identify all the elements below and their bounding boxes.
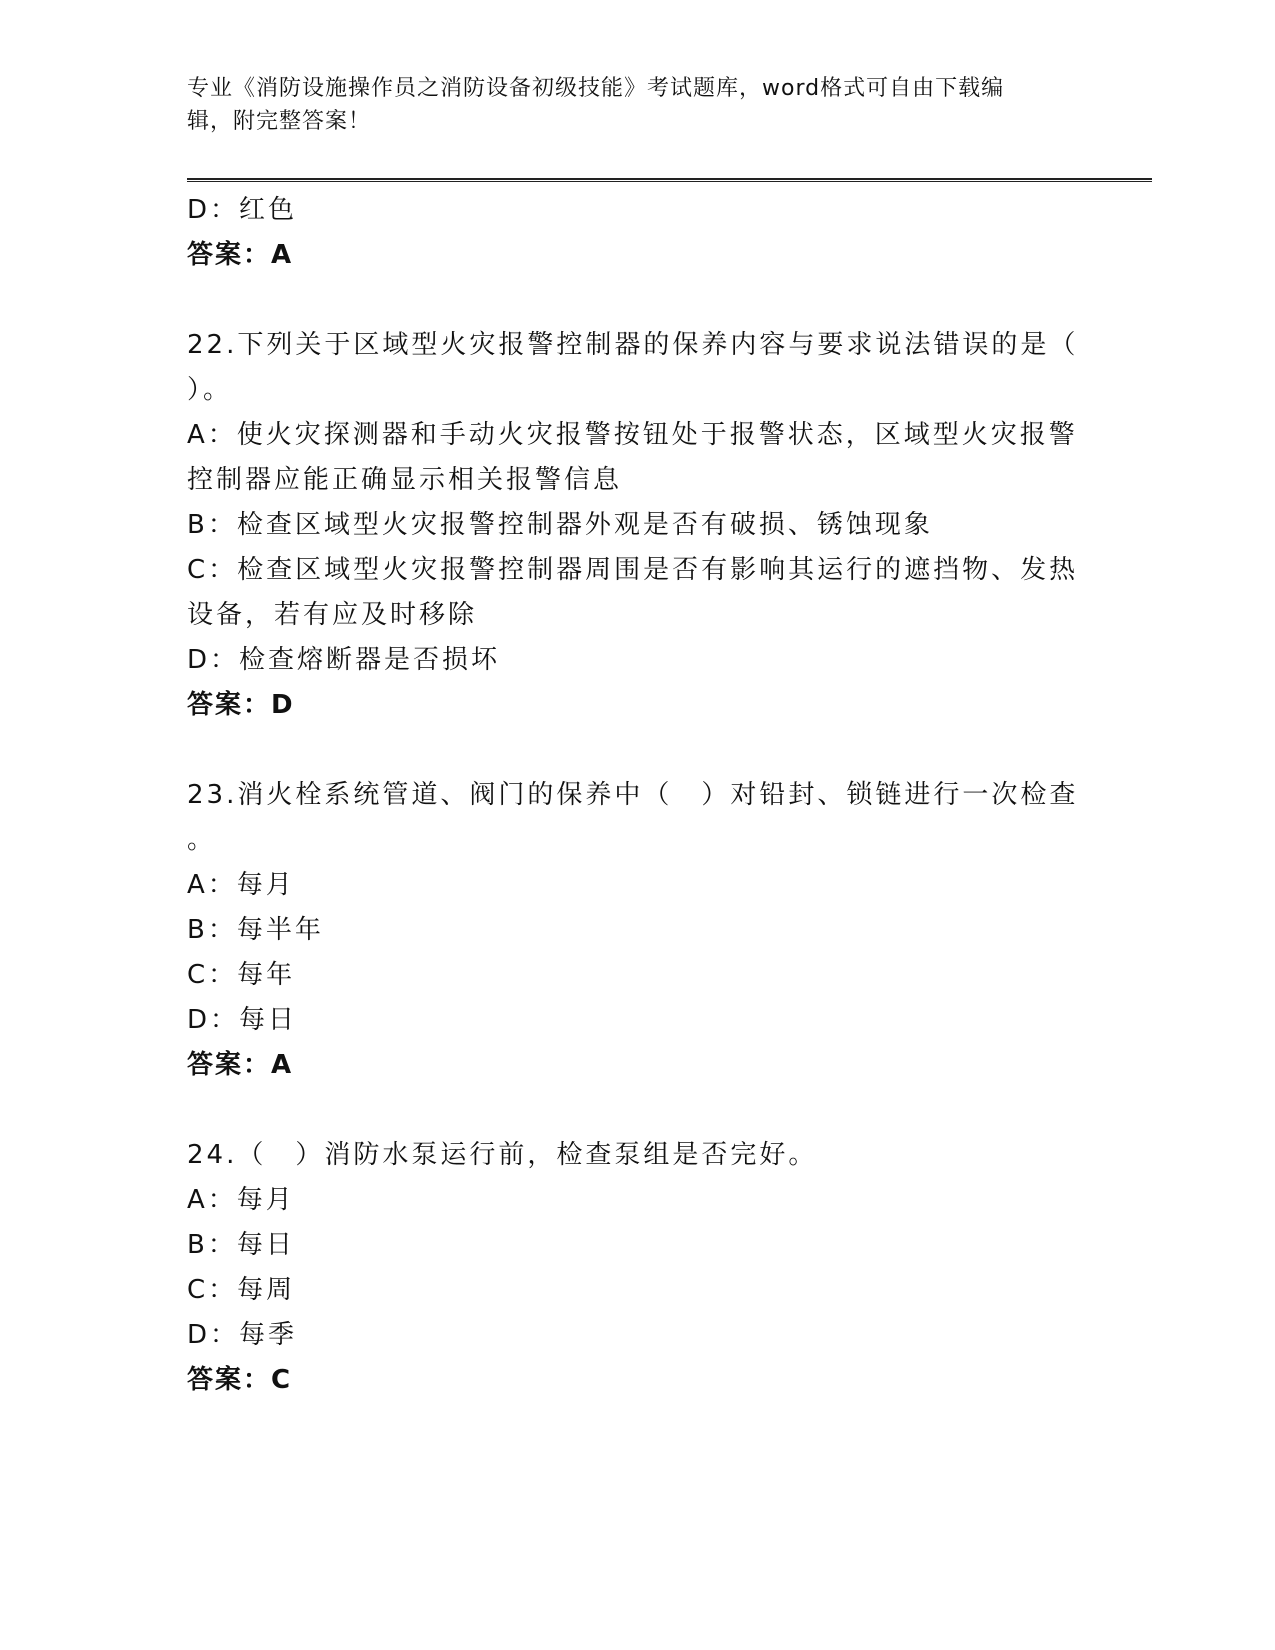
header-divider <box>187 178 1152 182</box>
question-24 <box>187 1133 1087 1403</box>
q22-option-b: B：检查区域型火灾报警控制器外观是否有破损、锈蚀现象 <box>187 510 933 540</box>
spacer <box>187 278 1087 323</box>
q22-option-a-line-2: 控制器应能正确显示相关报警信息 <box>187 465 623 495</box>
spacer <box>187 1088 1087 1133</box>
prev-option-d: D：红色 <box>187 195 298 225</box>
header-line-1: 专业《消防设施操作员之消防设备初级技能》考试题库，word格式可自由下载编 <box>187 76 1005 101</box>
q22-stem-line-1: 22.下列关于区域型火灾报警控制器的保养内容与要求说法错误的是（ <box>187 330 1079 360</box>
header-line-2: 辑，附完整答案！ <box>187 109 372 134</box>
spacer <box>187 728 1087 773</box>
question-23 <box>187 773 1087 1088</box>
question-22 <box>187 323 1087 728</box>
q22-option-a-line-1: A：使火灾探测器和手动火灾报警按钮处于报警状态，区域型火灾报警 <box>187 420 1078 450</box>
q24-option-b: B：每日 <box>187 1230 295 1260</box>
q22-stem-line-2: ）。 <box>187 375 233 405</box>
q23-option-a: A：每月 <box>187 870 295 900</box>
q23-option-d: D：每日 <box>187 1005 298 1035</box>
q24-option-d: D：每季 <box>187 1320 298 1350</box>
q23-option-b: B：每半年 <box>187 915 324 945</box>
q22-answer: 答案：D <box>187 690 295 720</box>
q24-option-a: A：每月 <box>187 1185 295 1215</box>
q22-option-c-line-2: 设备，若有应及时移除 <box>187 600 478 630</box>
q23-answer: 答案：A <box>187 1050 294 1080</box>
q23-stem-line-2: 。 <box>187 825 217 855</box>
q24-option-c: C：每周 <box>187 1275 296 1305</box>
page-header <box>187 72 1087 138</box>
q23-option-c: C：每年 <box>187 960 296 990</box>
q23-stem-line-1: 23.消火栓系统管道、阀门的保养中（ ）对铅封、锁链进行一次检查 <box>187 780 1079 810</box>
q22-option-d: D：检查熔断器是否损坏 <box>187 645 501 675</box>
q24-stem-line-1: 24.（ ）消防水泵运行前，检查泵组是否完好。 <box>187 1140 818 1170</box>
q24-answer: 答案：C <box>187 1365 293 1395</box>
document-body <box>187 188 1087 1403</box>
q22-option-c-line-1: C：检查区域型火灾报警控制器周围是否有影响其运行的遮挡物、发热 <box>187 555 1079 585</box>
prev-answer: 答案：A <box>187 240 294 270</box>
